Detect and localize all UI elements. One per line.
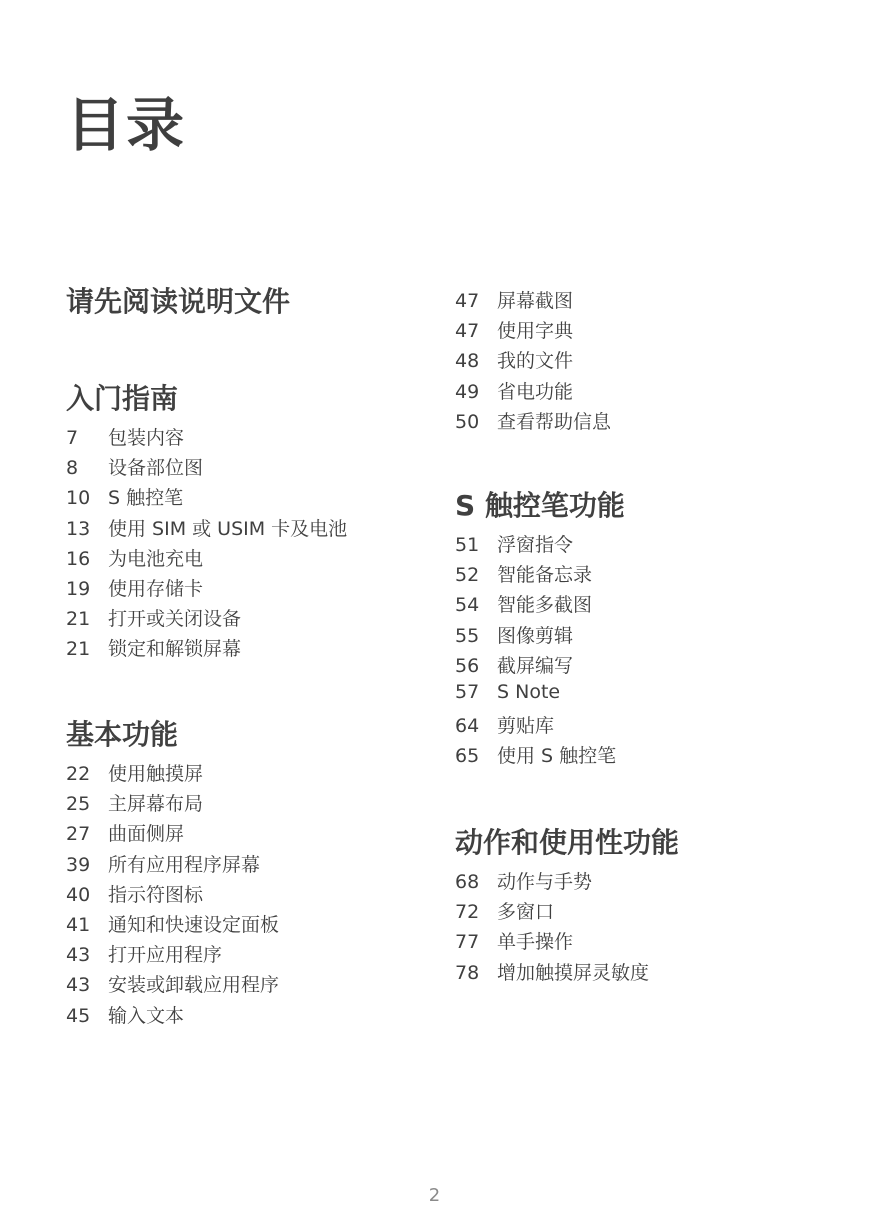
entry-title: 省电功能 [497, 380, 574, 403]
entry-title: 图像剪辑 [497, 624, 574, 647]
entry-title: 通知和快速设定面板 [108, 913, 280, 936]
toc-section-getting-started [66, 382, 446, 665]
entry-title: 使用存储卡 [108, 577, 204, 600]
entry-title: 使用 S 触控笔 [497, 745, 617, 768]
entry-title: 多窗口 [497, 901, 555, 924]
toc-entry-list [455, 286, 835, 437]
toc-entry[interactable] [66, 514, 446, 544]
entry-title: 安装或卸载应用程序 [108, 974, 280, 997]
toc-entry[interactable] [455, 897, 835, 927]
entry-page-number: 21 [66, 608, 91, 631]
toc-entry[interactable] [455, 958, 835, 988]
entry-page-number: 48 [455, 350, 480, 373]
toc-entry[interactable] [66, 819, 446, 849]
toc-entry[interactable] [66, 453, 446, 483]
section-heading[interactable]: S 触控笔功能 [455, 489, 625, 522]
entry-title: 使用触摸屏 [108, 763, 204, 785]
entry-title: 为电池充电 [108, 547, 204, 570]
toc-entry-list [455, 530, 835, 772]
entry-title: 我的文件 [497, 350, 574, 373]
toc-entry[interactable] [455, 590, 835, 620]
entry-title: 查看帮助信息 [497, 410, 612, 433]
toc-entry[interactable] [66, 1001, 446, 1031]
entry-title: 锁定和解锁屏幕 [108, 638, 242, 661]
entry-page-number: 22 [66, 763, 91, 785]
toc-entry[interactable] [455, 560, 835, 590]
entry-page-number: 51 [455, 534, 480, 556]
entry-page-number: 64 [455, 715, 480, 738]
toc-entry[interactable] [66, 940, 446, 970]
section-heading[interactable]: 动作和使用性功能 [455, 826, 680, 859]
entry-page-number: 54 [455, 594, 480, 617]
entry-page-number: 55 [455, 624, 480, 647]
entry-page-number: 56 [455, 654, 480, 677]
toc-entry[interactable] [66, 544, 446, 574]
toc-entry[interactable] [455, 346, 835, 376]
entry-title: 打开或关闭设备 [108, 608, 242, 631]
entry-page-number: 27 [66, 823, 91, 846]
entry-title: S 触控笔 [108, 487, 184, 510]
entry-page-number: 19 [66, 577, 91, 600]
toc-entry[interactable] [66, 634, 446, 664]
entry-title: 动作与手势 [497, 871, 593, 893]
entry-title: 智能多截图 [497, 594, 593, 617]
entry-page-number: 47 [455, 290, 480, 312]
entry-page-number: 45 [66, 1004, 91, 1027]
toc-entry[interactable] [66, 483, 446, 513]
entry-title: S Note [497, 680, 561, 703]
toc-entry[interactable] [66, 789, 446, 819]
toc-entry-list [66, 759, 446, 1031]
entry-title: 使用字典 [497, 320, 574, 343]
entry-page-number: 78 [455, 961, 480, 984]
entry-title: 包装内容 [108, 427, 185, 449]
entry-title: 输入文本 [108, 1004, 185, 1027]
section-heading[interactable]: 入门指南 [66, 382, 179, 415]
entry-title: 浮窗指令 [497, 534, 574, 556]
entry-page-number: 8 [66, 457, 79, 480]
entry-title: 打开应用程序 [108, 944, 223, 967]
entry-title: 单手操作 [497, 931, 574, 954]
entry-title: 剪贴库 [497, 715, 555, 738]
section-heading[interactable]: 请先阅读说明文件 [66, 285, 291, 318]
toc-entry[interactable] [66, 910, 446, 940]
toc-entry-list [66, 423, 446, 665]
entry-page-number: 68 [455, 871, 480, 893]
toc-entry[interactable] [66, 850, 446, 880]
entry-title: 所有应用程序屏幕 [108, 853, 261, 876]
entry-title: 主屏幕布局 [108, 793, 204, 816]
entry-page-number: 40 [66, 883, 91, 906]
entry-title: 截屏编写 [497, 654, 574, 677]
toc-entry[interactable] [66, 970, 446, 1000]
entry-page-number: 57 [455, 680, 480, 703]
entry-page-number: 72 [455, 901, 480, 924]
toc-section-s-pen [455, 489, 835, 772]
entry-page-number: 49 [455, 380, 480, 403]
toc-entry[interactable] [455, 867, 835, 897]
toc-entry[interactable] [455, 927, 835, 957]
entry-page-number: 41 [66, 913, 91, 936]
entry-title: 屏幕截图 [497, 290, 574, 312]
entry-page-number: 7 [66, 427, 79, 449]
entry-title: 使用 SIM 或 USIM 卡及电池 [108, 517, 348, 540]
toc-section-read-first [66, 285, 446, 318]
toc-entry[interactable] [455, 711, 835, 741]
toc-entry[interactable] [66, 759, 446, 789]
page-number: 2 [428, 1185, 441, 1206]
toc-entry[interactable] [455, 377, 835, 407]
toc-entry[interactable] [66, 880, 446, 910]
toc-entry[interactable] [455, 286, 835, 316]
toc-section-motions-usability [455, 826, 835, 988]
entry-title: 指示符图标 [108, 883, 204, 906]
entry-page-number: 43 [66, 974, 91, 997]
toc-entry[interactable] [455, 316, 835, 346]
entry-title: 智能备忘录 [497, 564, 593, 587]
section-heading[interactable]: 基本功能 [66, 718, 179, 751]
toc-section-basic-functions [66, 718, 446, 1031]
entry-page-number: 13 [66, 517, 91, 540]
toc-entry[interactable] [66, 574, 446, 604]
entry-page-number: 25 [66, 793, 91, 816]
entry-page-number: 50 [455, 410, 480, 433]
page-title: 目录 [66, 91, 187, 159]
entry-page-number: 65 [455, 745, 480, 768]
toc-entry[interactable] [66, 423, 446, 453]
entry-page-number: 52 [455, 564, 480, 587]
toc-entry-list [455, 867, 835, 988]
entry-page-number: 77 [455, 931, 480, 954]
entry-title: 增加触摸屏灵敏度 [497, 961, 650, 984]
toc-entry[interactable] [455, 651, 835, 681]
toc-entry[interactable] [66, 604, 446, 634]
entry-page-number: 21 [66, 638, 91, 661]
entry-page-number: 10 [66, 487, 91, 510]
toc-section-continued [455, 286, 835, 437]
entry-page-number: 39 [66, 853, 91, 876]
toc-entry[interactable] [455, 530, 835, 560]
entry-title: 曲面侧屏 [108, 823, 185, 846]
toc-entry[interactable] [455, 681, 835, 711]
entry-page-number: 43 [66, 944, 91, 967]
toc-entry[interactable] [455, 741, 835, 771]
entry-title: 设备部位图 [108, 457, 204, 480]
toc-entry[interactable] [455, 621, 835, 651]
toc-entry[interactable] [455, 407, 835, 437]
entry-page-number: 16 [66, 547, 91, 570]
entry-page-number: 47 [455, 320, 480, 343]
